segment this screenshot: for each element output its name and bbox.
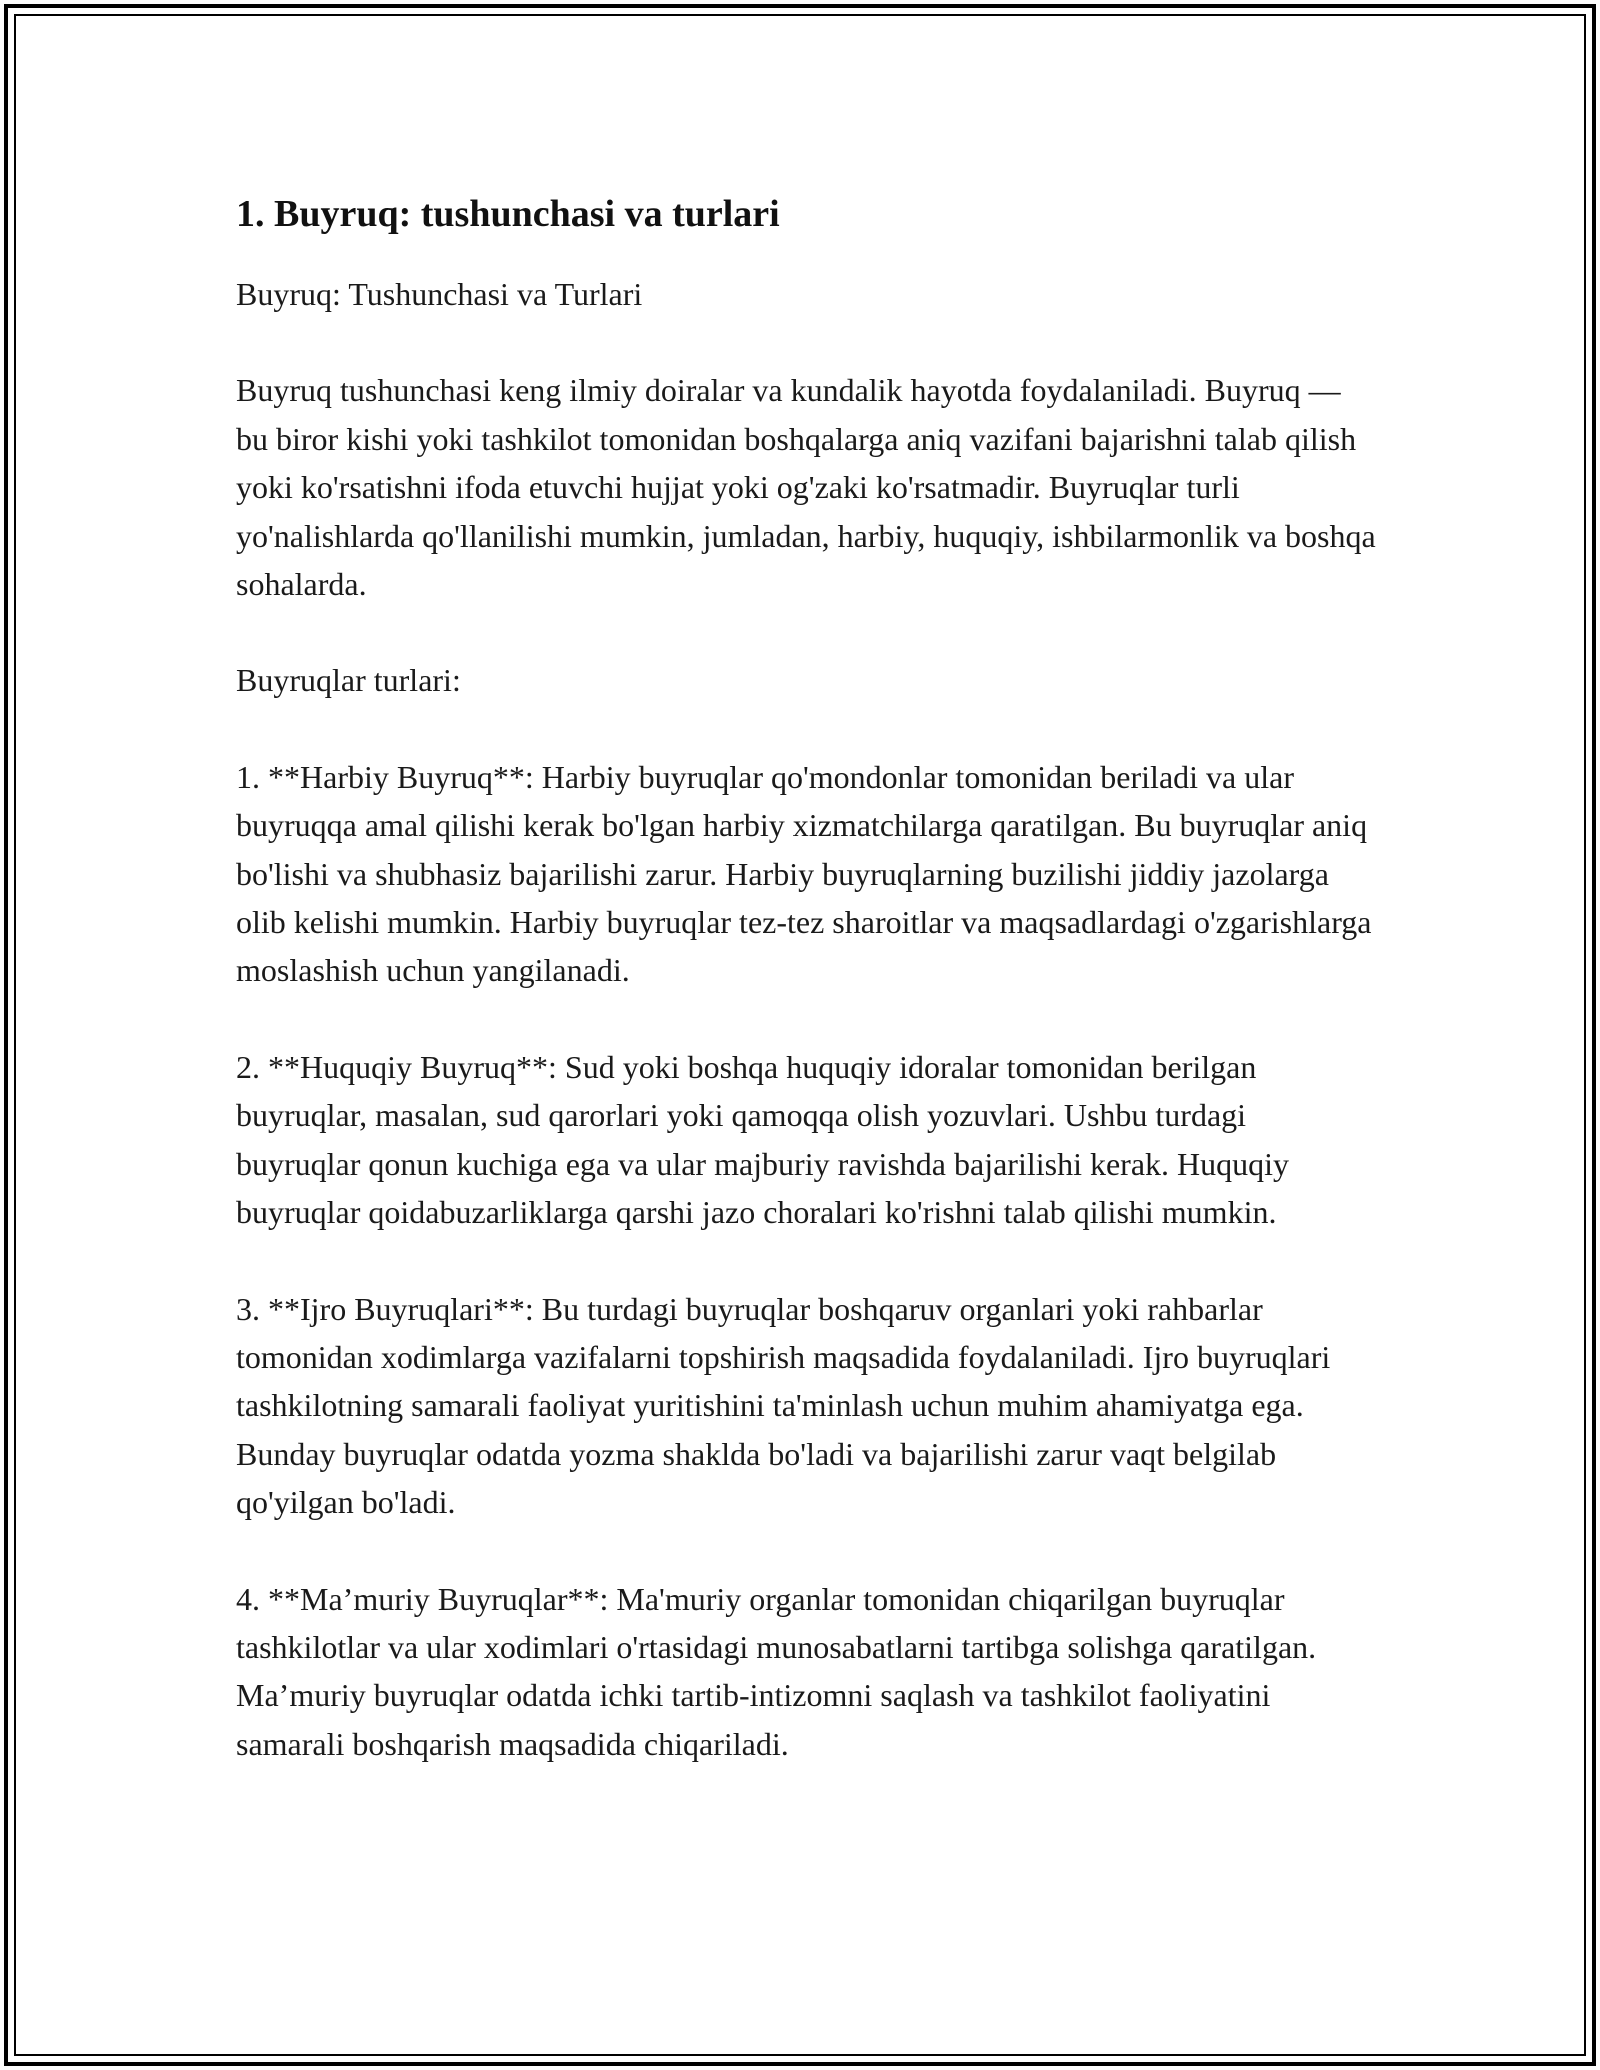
document-title: 1. Buyruq: tushunchasi va turlari xyxy=(236,193,780,235)
type-item-legal: 2. **Huquqiy Buyruq**: Sud yoki boshqa huquqiy idoralar tomonidan berilgan buyruqlar, masalan, sud qarorlari yoki qamoqqa olish yozuvlari. Ushbu turdagi buyruqlar qonun kuchiga ega va ular majburiy ravishda bajarilishi kerak. Huquqiy buyruqlar qoidabuzarliklarga qarshi jazo choralari ko'rishni talab qilishi mumkin. xyxy=(236,1048,1290,1231)
intro-paragraph: Buyruq tushunchasi keng ilmiy doiralar va kundalik hayotda foydalaniladi. Buyruq — bu biror kishi yoki tashkilot tomonidan boshqalarga aniq vazifani bajarishni talab qilish yoki ko'rsatishni ifoda etuvchi hujjat yoki og'zaki ko'rsatmadir. Buyruqlar turli yo'nalishlarda qo'llanilishi mumkin, jumladan, harbiy, huquqiy, ishbilarmonlik va boshqa sohalarda. xyxy=(236,372,1376,603)
types-heading: Buyruqlar turlari: xyxy=(236,662,461,699)
document-subtitle: Buyruq: Tushunchasi va Turlari xyxy=(236,276,643,312)
type-item-military: 1. **Harbiy Buyruq**: Harbiy buyruqlar qo'mondonlar tomonidan beriladi va ular buyruqqa amal qilishi kerak bo'lgan harbiy xizmatchilarga qaratilgan. Bu buyruqlar aniq bo'lishi va shubhasiz bajarilishi zarur. Harbiy buyruqlarning buzilishi jiddiy jazolarga olib kelishi mumkin. Harbiy buyruqlar tez-tez sharoitlar va maqsadlardagi o'zgarishlarga moslashish uchun yangilanadi. xyxy=(236,758,1372,989)
document-body xyxy=(236,186,1376,1768)
type-item-administrative: 4. **Ma’muriy Buyruqlar**: Ma'muriy organlar tomonidan chiqarilgan buyruqlar tashkilotlar va ular xodimlari o'rtasidagi munosabatlarni tartibga solishga qaratilgan. Ma’muriy buyruqlar odatda ichki tartib-intizomni saqlash va tashkilot faoliyatini samarali boshqarish maqsadida chiqariladi. xyxy=(236,1580,1317,1762)
type-item-executive: 3. **Ijro Buyruqlari**: Bu turdagi buyruqlar boshqaruv organlari yoki rahbarlar tomonidan xodimlarga vazifalarni topshirish maqsadida foydalaniladi. Ijro buyruqlari tashkilotning samarali faoliyat yuritishini ta'minlash uchun muhim ahamiyatga ega. Bunday buyruqlar odatda yozma shaklda bo'ladi va bajarilishi zarur vaqt belgilab qo'yilgan bo'ladi. xyxy=(236,1290,1331,1521)
